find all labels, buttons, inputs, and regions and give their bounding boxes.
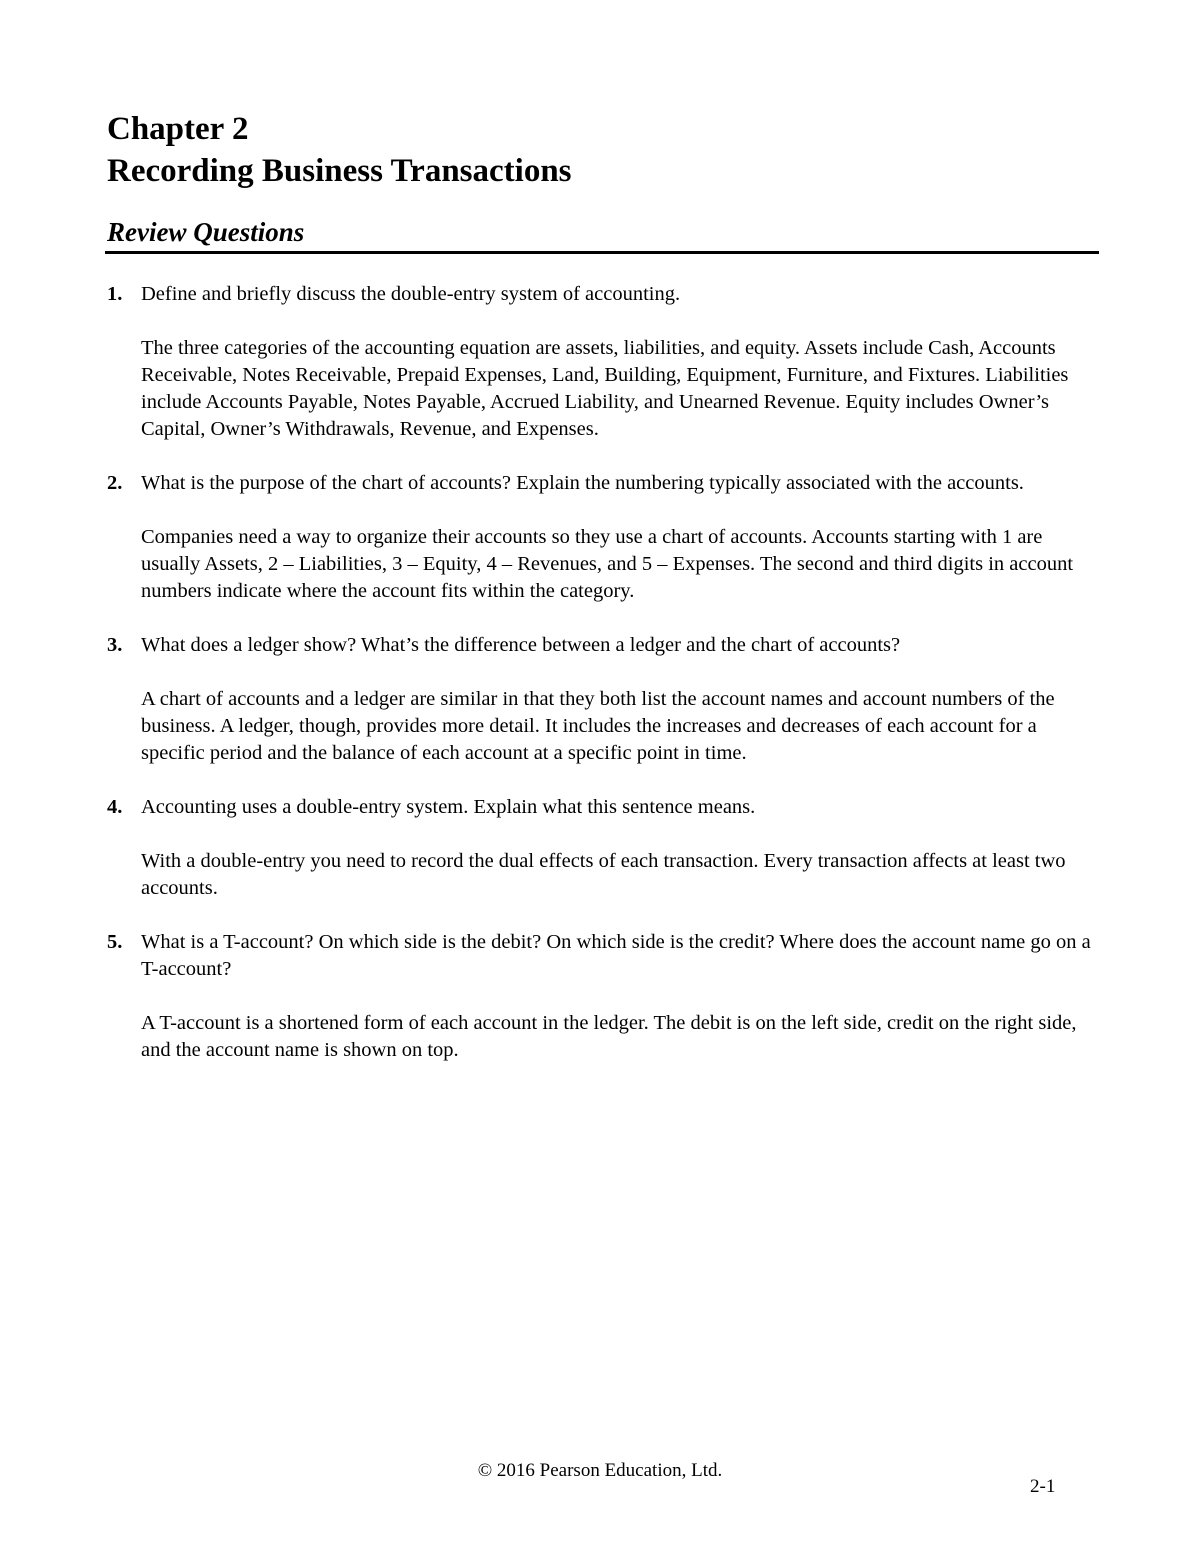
review-questions-list bbox=[107, 281, 1097, 1091]
chapter-heading bbox=[107, 108, 1097, 192]
section-divider bbox=[105, 251, 1099, 254]
question-text: What does a ledger show? What’s the difference between a ledger and the chart of accounts? bbox=[141, 634, 901, 656]
question-item bbox=[107, 632, 1097, 767]
question-text: Define and briefly discuss the double-entry system of accounting. bbox=[141, 283, 681, 305]
question-number: 3. bbox=[107, 634, 123, 656]
question-number: 5. bbox=[107, 931, 123, 953]
answer-text: With a double-entry you need to record the dual effects of each transaction. Every transaction affects at least two accounts. bbox=[141, 850, 1066, 899]
question-text: What is the purpose of the chart of accounts? Explain the numbering typically associated with the accounts. bbox=[141, 472, 1024, 494]
chapter-label: Chapter 2 bbox=[107, 111, 249, 147]
question-number: 1. bbox=[107, 283, 123, 305]
answer-text: Companies need a way to organize their accounts so they use a chart of accounts. Accounts starting with 1 are usually Assets, 2 – Liabilities, 3 – Equity, 4 – Revenues, and 5 – Expenses. The second and third digits in account numbers indicate where the account fits within the category. bbox=[141, 526, 1074, 602]
question-number: 4. bbox=[107, 796, 123, 818]
question-item bbox=[107, 794, 1097, 902]
question-text: Accounting uses a double-entry system. Explain what this sentence means. bbox=[141, 796, 756, 818]
section-title: Review Questions bbox=[107, 217, 305, 247]
answer-text: A chart of accounts and a ledger are similar in that they both list the account names and account numbers of the business. A ledger, though, provides more detail. It includes the increases and decreases of each account for a specific period and the balance of each account at a specific point in time. bbox=[141, 688, 1055, 764]
page-number: 2-1 bbox=[1030, 1476, 1056, 1497]
chapter-title: Recording Business Transactions bbox=[107, 153, 572, 189]
question-item bbox=[107, 470, 1097, 605]
question-item bbox=[107, 929, 1097, 1064]
question-item bbox=[107, 281, 1097, 443]
question-number: 2. bbox=[107, 472, 123, 494]
answer-text: The three categories of the accounting equation are assets, liabilities, and equity. Assets include Cash, Accounts Receivable, Notes Receivable, Prepaid Expenses, Land, Building, Equipment, Furniture, and Fixtures. Liabilities include Accounts Payable, Notes Payable, Accrued Liability, and Unearned Revenue. Equity includes Owner’s Capital, Owner’s Withdrawals, Revenue, and Expenses. bbox=[141, 337, 1069, 440]
question-text: What is a T-account? On which side is the debit? On which side is the credit? Where does the account name go on a T-account? bbox=[141, 931, 1091, 980]
answer-text: A T-account is a shortened form of each account in the ledger. The debit is on the left side, credit on the right side, and the account name is shown on top. bbox=[141, 1012, 1077, 1061]
copyright-notice: © 2016 Pearson Education, Ltd. bbox=[477, 1460, 723, 1481]
